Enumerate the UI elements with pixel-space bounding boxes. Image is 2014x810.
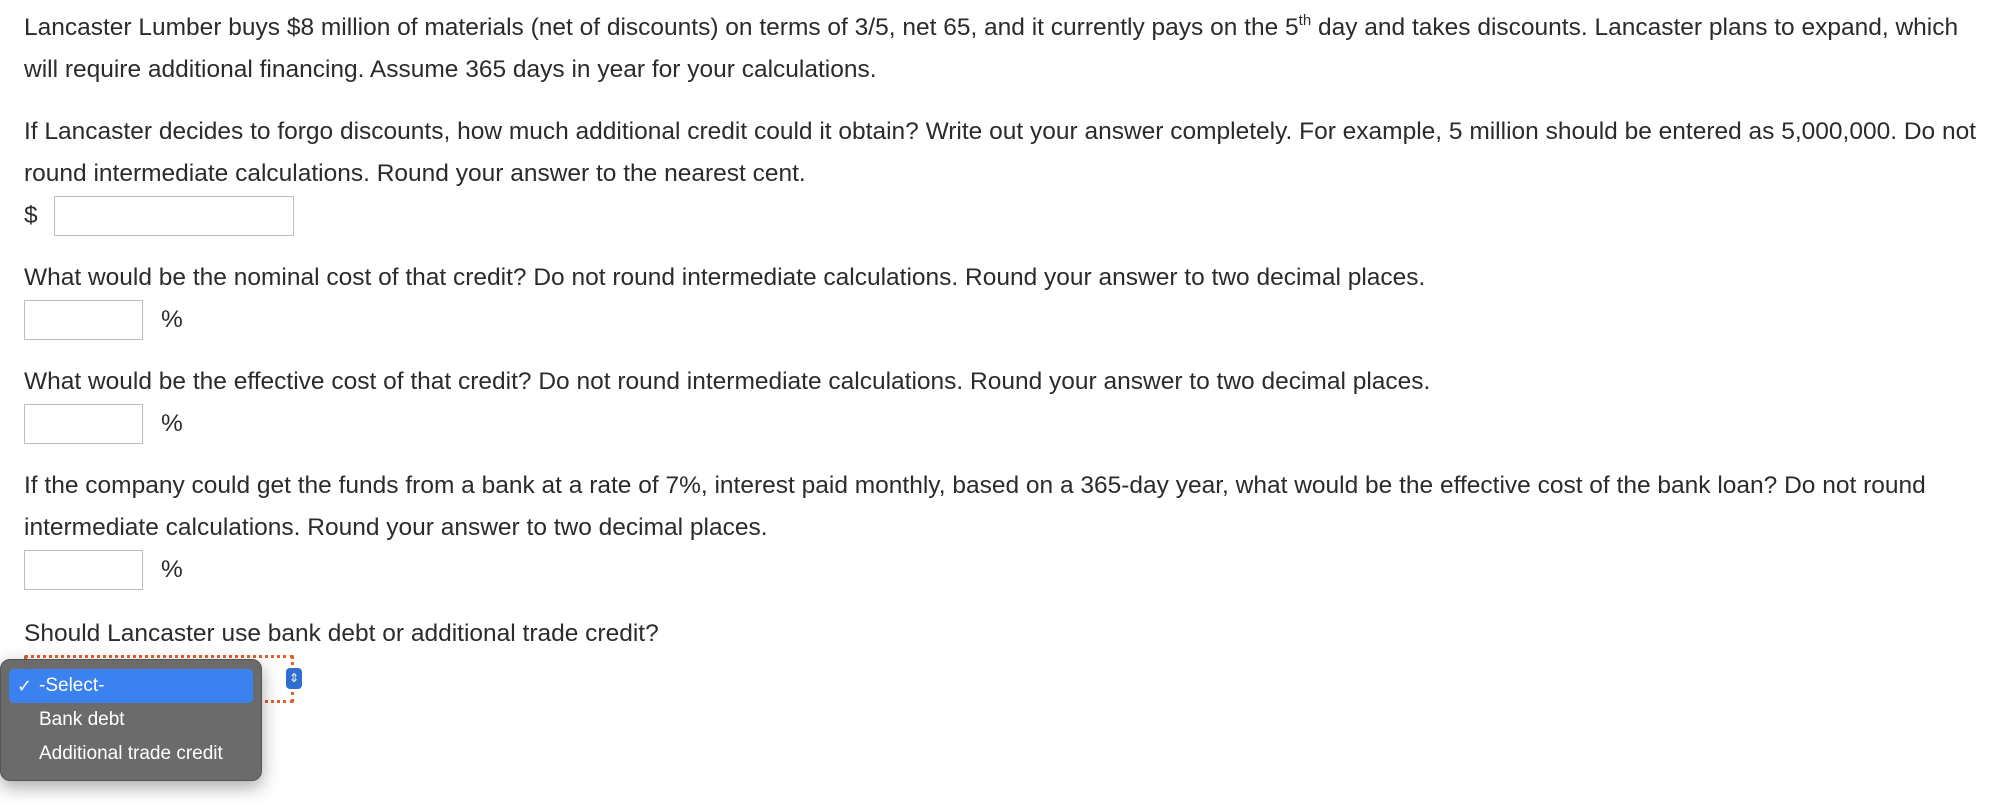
option-select[interactable] bbox=[9, 669, 253, 703]
option-label: Additional trade credit bbox=[39, 743, 223, 764]
intro-text-continued: day and takes discounts. Lancaster plans to expand, which will require additional financing. Assume 365 days in year for your calculations. bbox=[24, 14, 1959, 83]
option-label: Bank debt bbox=[39, 709, 125, 730]
checkmark-icon: ✓ bbox=[17, 676, 33, 696]
bank-loan-cost-input[interactable] bbox=[24, 550, 143, 590]
option-bank-debt[interactable] bbox=[9, 703, 253, 737]
intro-text: Lancaster Lumber buys $8 million of materials (net of discounts) on terms of 3/5, net 65, and it currently pays on the 5 bbox=[24, 14, 1299, 41]
problem-intro bbox=[24, 7, 1994, 91]
answer-row-bank-loan-cost bbox=[24, 549, 1994, 591]
answer-row-additional-credit bbox=[24, 195, 1994, 237]
financing-select-wrapper bbox=[24, 655, 1994, 703]
percent-sign: % bbox=[161, 410, 183, 437]
question-nominal-cost: What would be the nominal cost of that credit? Do not round intermediate calculations. Round your answer to two decimal places. bbox=[24, 264, 1426, 291]
intro-superscript: th bbox=[1298, 12, 1312, 29]
question-page bbox=[24, 0, 1994, 703]
percent-sign: % bbox=[161, 556, 183, 583]
option-label: -Select- bbox=[39, 675, 105, 696]
question-effective-cost: What would be the effective cost of that credit? Do not round intermediate calculations. Round your answer to two decimal places. bbox=[24, 368, 1431, 395]
additional-credit-input[interactable] bbox=[54, 196, 294, 236]
answer-row-effective-cost bbox=[24, 403, 1994, 445]
question-additional-credit: If Lancaster decides to forgo discounts, how much additional credit could it obtain? Write out your answer completely. For example, 5 million should be entered as 5,000,000. Do not round intermediate calculations. Round your answer to the nearest cent. bbox=[24, 118, 1977, 187]
financing-select-dropdown bbox=[0, 659, 262, 781]
select-arrows-icon[interactable]: ⇕ bbox=[286, 668, 302, 689]
dollar-sign: $ bbox=[24, 202, 38, 229]
effective-cost-input[interactable] bbox=[24, 404, 143, 444]
percent-sign: % bbox=[161, 306, 183, 333]
answer-row-nominal-cost bbox=[24, 299, 1994, 341]
nominal-cost-input[interactable] bbox=[24, 300, 143, 340]
question-bank-loan-cost: If the company could get the funds from a bank at a rate of 7%, interest paid monthly, based on a 365-day year, what would be the effective cost of the bank loan? Do not round intermediate calculations. Round your answer to two decimal places. bbox=[24, 472, 1926, 541]
option-additional-trade-credit[interactable] bbox=[9, 737, 253, 771]
question-financing-choice: Should Lancaster use bank debt or additional trade credit? bbox=[24, 620, 659, 647]
